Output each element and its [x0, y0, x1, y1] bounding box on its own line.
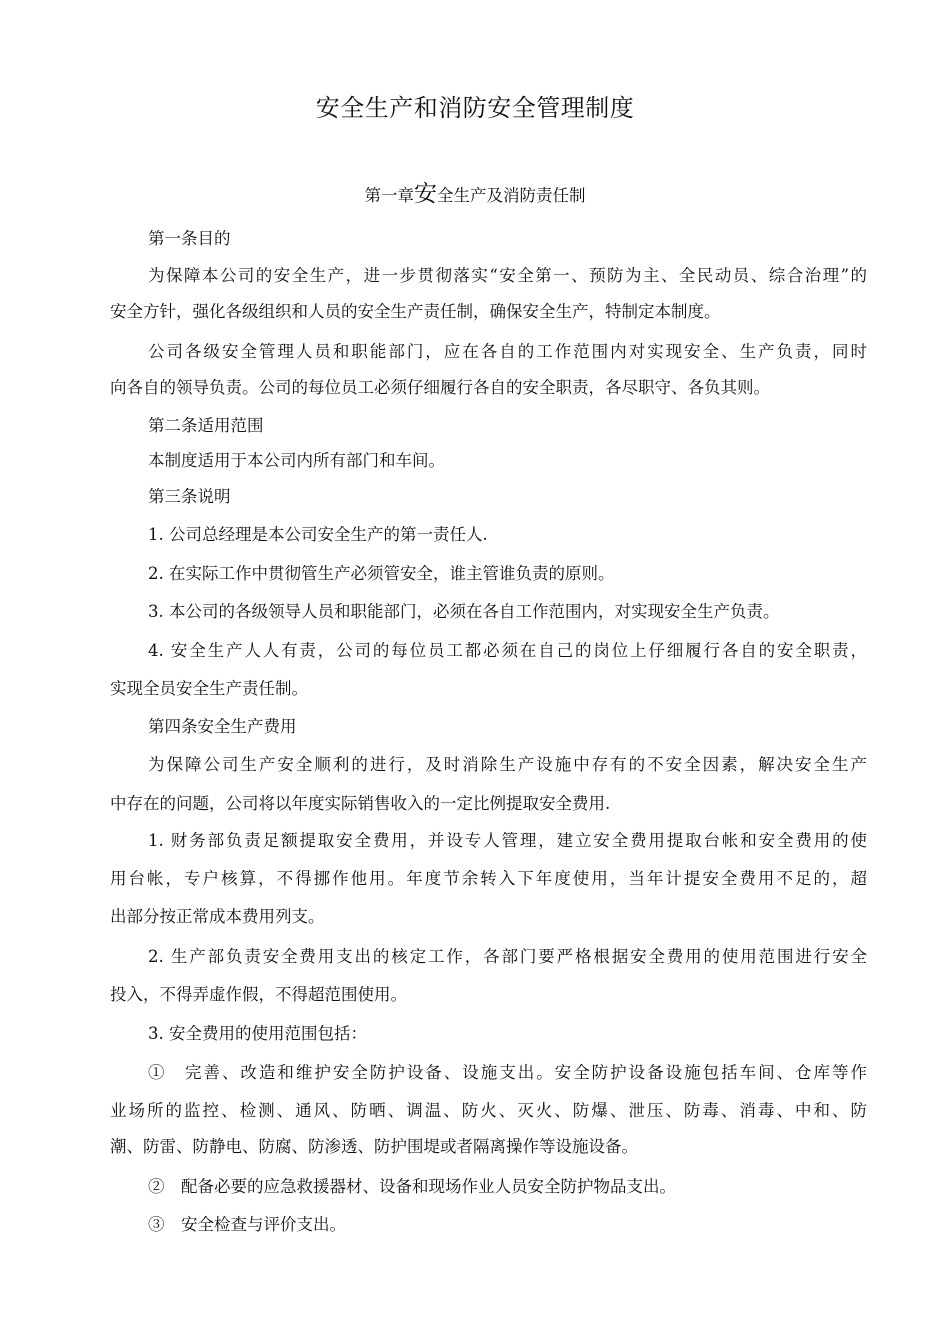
sub-list-item: ① 完善、改造和维护安全防护设备、设施支出。安全防护设备设施包括车间、仓库等作 — [148, 1063, 867, 1082]
paragraph-line: 安全方针，强化各级组织和人员的安全生产责任制，确保安全生产，特制定本制度。 — [110, 302, 721, 321]
sub-list-item: ③ 安全检查与评价支出。 — [148, 1215, 346, 1234]
article-3-heading: 第三条说明 — [148, 487, 231, 506]
list-item: 2. 在实际工作中贯彻管生产必须管安全，谁主管谁负责的原则。 — [148, 564, 615, 583]
paragraph-line: 业场所的监控、检测、通风、防晒、调温、防火、灭火、防爆、泄压、防毒、消毒、中和、防 — [110, 1101, 867, 1120]
list-item: 1. 财务部负责足额提取安全费用，并设专人管理，建立安全费用提取台帐和安全费用的使 — [148, 831, 867, 850]
list-item: 4. 安全生产人人有责，公司的每位员工都必须在自己的岗位上仔细履行各自的安全职责， — [148, 641, 867, 660]
article-2-heading: 第二条适用范围 — [148, 416, 264, 435]
paragraph-line: 出部分按正常成本费用列支。 — [110, 907, 325, 926]
paragraph-line: 中存在的问题，公司将以年度实际销售收入的一定比例提取安全费用. — [110, 794, 611, 813]
paragraph-line: 潮、防雷、防静电、防腐、防渗透、防护围堤或者隔离操作等设施设备。 — [110, 1137, 638, 1156]
paragraph-line: 用台帐，专户核算，不得挪作他用。年度节余转入下年度使用，当年计提安全费用不足的，超 — [110, 869, 867, 888]
paragraph-line: 投入，不得弄虚作假，不得超范围使用。 — [110, 985, 407, 1004]
paragraph-line: 向各自的领导负责。公司的每位员工必须仔细履行各自的安全职责，各尽职守、各负其则。 — [110, 378, 770, 397]
list-item: 3. 本公司的各级领导人员和职能部门，必须在各自工作范围内，对实现安全生产负责。 — [148, 602, 780, 621]
chapter-prefix: 第一章 — [364, 186, 414, 205]
article-4-heading: 第四条安全生产费用 — [148, 717, 297, 736]
paragraph-line: 为保障本公司的安全生产，进一步贯彻落实“安全第一、预防为主、全民动员、综合治理”的 — [148, 266, 867, 285]
paragraph-line: 实现全员安全生产责任制。 — [110, 679, 308, 698]
list-item: 1. 公司总经理是本公司安全生产的第一责任人. — [148, 525, 488, 544]
sub-list-item: ② 配备必要的应急救援器材、设备和现场作业人员安全防护物品支出。 — [148, 1177, 676, 1196]
paragraph-line: 本制度适用于本公司内所有部门和车间。 — [148, 451, 445, 470]
paragraph-line: 为保障公司生产安全顺利的进行，及时消除生产设施中存有的不安全因素，解决安全生产 — [148, 755, 867, 774]
chapter-rest: 全生产及消防责任制 — [437, 186, 586, 205]
document-title: 安全生产和消防安全管理制度 — [315, 94, 635, 122]
chapter-big-char: 安 — [414, 181, 437, 207]
chapter-title — [0, 178, 950, 212]
paragraph-line: 公司各级安全管理人员和职能部门，应在各自的工作范围内对实现安全、生产负责，同时 — [148, 342, 867, 361]
article-1-heading: 第一条目的 — [148, 229, 231, 248]
list-item: 3. 安全费用的使用范围包括： — [148, 1024, 367, 1043]
list-item: 2. 生产部负责安全费用支出的核定工作，各部门要严格根据安全费用的使用范围进行安全 — [148, 947, 867, 966]
